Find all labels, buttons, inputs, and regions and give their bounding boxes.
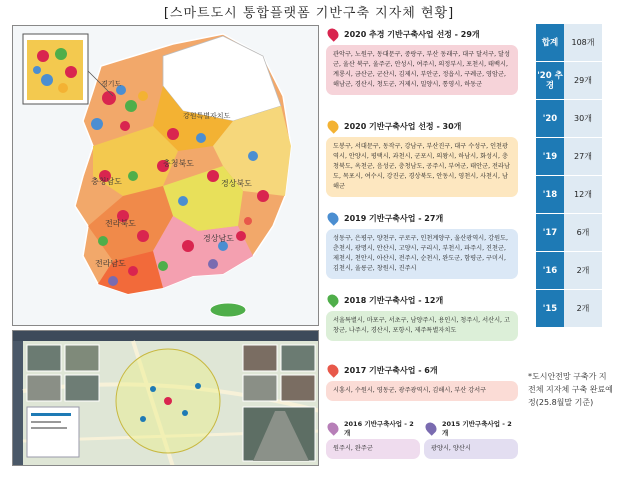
table-value: 6개	[564, 214, 602, 251]
table-value: 2개	[564, 290, 602, 327]
section-body: 원주시, 완주군	[326, 439, 420, 459]
section-2017	[326, 362, 518, 401]
table-key: '20	[536, 100, 564, 137]
platform-screenshot	[12, 330, 319, 466]
table-value: 108개	[564, 24, 602, 61]
section-body: 성동구, 은평구, 양천구, 구로구, 인천계양구, 울산광역시, 강원도, 춘천시, 광명시, 안산시, 고양시, 구리시, 부천시, 파주시, 진천군, 제천시, 천안시, 아산시, 전주시, 순천시, 완도군, 함평군, 구미시, 김천시, 울릉군, 창원시, 진주시	[326, 229, 518, 279]
korea-map-graphic	[13, 26, 319, 326]
section-title: 2017 기반구축사업 - 6개	[344, 365, 438, 375]
map-label-gyeonggi: 경기도	[101, 80, 122, 88]
section-body: 시흥시, 수원시, 영동군, 광주광역시, 김해시, 부산 강서구	[326, 381, 518, 401]
map-label-jeonnam: 전라남도	[95, 259, 126, 268]
map-pin-icon	[325, 420, 341, 436]
section-body: 관악구, 노원구, 동대문구, 중랑구, 부산 동래구, 대구 달서구, 달성군, 울산 북구, 울주군, 안성시, 여주시, 의정부시, 포천시, 태백시, 계룡시, 금산군, 군산시, 김제시, 부안군, 정읍시, 구례군, 영암군, 해남군, 경산시, 청도군, 거제시, 밀양시, 통영시, 하동군	[326, 45, 518, 95]
map-pin-icon	[325, 210, 341, 226]
table-key: '15	[536, 290, 564, 327]
map-label-chungbuk: 충청북도	[163, 159, 194, 168]
footnote: *도시안전망 구축가 지 전체 지자체 구축 완료예정(25.8월말 기준)	[528, 372, 613, 407]
section-title: 2020 기반구축사업 선정 - 30개	[344, 121, 462, 131]
table-row	[536, 62, 602, 100]
table-row	[536, 176, 602, 214]
table-key: '19	[536, 138, 564, 175]
section-title: 2018 기반구축사업 - 12개	[344, 295, 444, 305]
section-body: 광양시, 양산시	[424, 439, 518, 459]
map-pin-icon	[325, 118, 341, 134]
section-2020-supplementary	[326, 26, 518, 95]
section-2020	[326, 118, 518, 197]
section-title: 2019 기반구축사업 - 27개	[344, 213, 444, 223]
map-pin-icon	[325, 362, 341, 378]
table-value: 30개	[564, 100, 602, 137]
table-value: 27개	[564, 138, 602, 175]
table-key: '18	[536, 176, 564, 213]
summary-table	[536, 24, 602, 329]
map-label-chungnam: 충청남도	[91, 177, 122, 186]
table-value: 12개	[564, 176, 602, 213]
map-pin-icon	[325, 26, 341, 42]
table-value: 2개	[564, 252, 602, 289]
section-2018	[326, 292, 518, 341]
map-pin-icon	[423, 420, 439, 436]
table-row	[536, 24, 602, 62]
section-title: 2016 기반구축사업 - 2개	[344, 420, 414, 437]
table-row	[536, 252, 602, 290]
section-title: 2020 추경 기반구축사업 선정 - 29개	[344, 29, 480, 39]
table-key: '16	[536, 252, 564, 289]
korea-map	[12, 25, 319, 326]
map-label-gangwon: 강원특별자치도	[183, 112, 231, 120]
map-pin-icon	[325, 292, 341, 308]
table-value: 29개	[564, 62, 602, 99]
table-row	[536, 100, 602, 138]
section-body: 서울특별시, 마포구, 서초구, 남양주시, 용인시, 청주시, 서산시, 고창군, 나주시, 경산시, 포항시, 제주특별자치도	[326, 311, 518, 341]
section-2016	[326, 420, 420, 459]
table-row	[536, 138, 602, 176]
table-row	[536, 290, 602, 328]
table-key: '20 추경	[536, 62, 564, 99]
section-body: 도봉구, 서대문구, 동작구, 강남구, 부산진구, 대구 수성구, 인천광역시, 안양시, 평택시, 과천시, 군포시, 의왕시, 하남시, 화성시, 충청북도, 옥천군, 음성군, 충청남도, 공주시, 부여군, 태안군, 전라남도, 목포시, 여수시, 강진군, 경상북도, 안동시, 영천시, 사천시, 남해군	[326, 137, 518, 197]
section-2015	[424, 420, 518, 459]
table-row	[536, 214, 602, 252]
table-key: '17	[536, 214, 564, 251]
map-label-gyeongnam: 경상남도	[203, 234, 234, 243]
map-label-gyeongbuk: 경상북도	[221, 179, 252, 188]
map-label-jeonbuk: 전라북도	[105, 219, 136, 228]
page-title: [스마트도시 통합플랫폼 기반구축 지자체 현황]	[163, 6, 455, 21]
section-2019	[326, 210, 518, 279]
section-title: 2015 기반구축사업 - 2개	[442, 420, 512, 437]
table-key: 합계	[536, 24, 564, 61]
